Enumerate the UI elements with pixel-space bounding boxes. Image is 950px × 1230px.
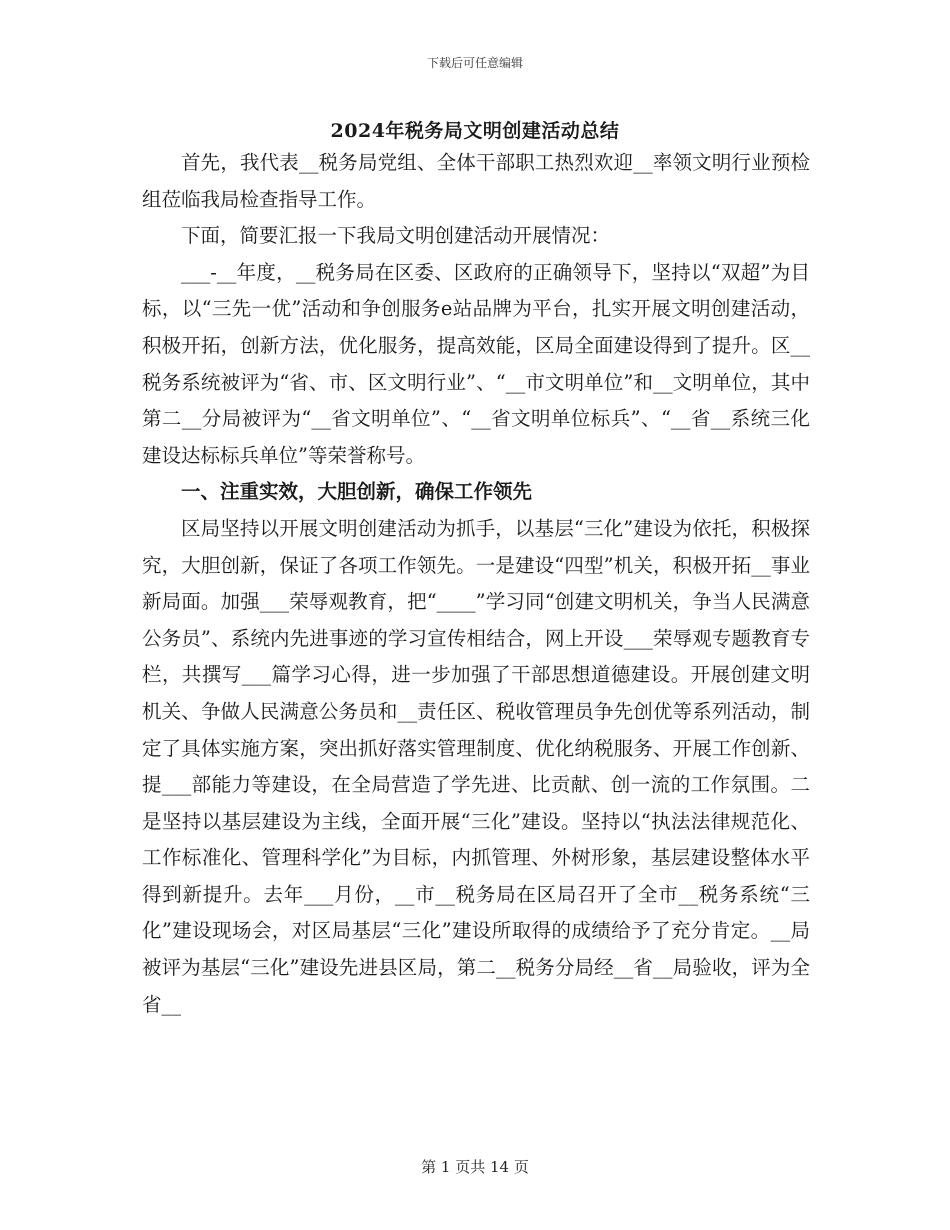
document-body — [142, 145, 810, 1023]
page-footer-number: 第 1 页共 14 页 — [421, 1158, 529, 1176]
paragraph-welcome: 首先，我代表__税务局党组、全体干部职工热烈欢迎__率领文明行业预检组莅临我局检查指导工作。 — [142, 151, 810, 211]
paragraph-section-1: 区局坚持以开展文明创建活动为抓手，以基层“三化”建设为依托，积极探究，大胆创新，保证了各项工作领先。一是建设“四型”机关，积极开拓__事业新局面。加强___荣辱观教育，把“____”学习同“创建文明机关，争当人民满意公务员”、系统内先进事迹的学习宣传相结合，网上开设___荣辱观专题教育专栏，共撰写___篇学习心得，进一步加强了干部思想道德建设。开展创建文明机关、争做人民满意公务员和__责任区、税收管理员争先创优等系列活动，制定了具体实施方案，突出抓好落实管理制度、优化纳税服务、开展工作创新、提___部能力等建设，在全局营造了学先进、比贡献、创一流的工作氛围。二是坚持以基层建设为主线，全面开展“三化”建设。坚持以“执法法律规范化、工作标准化、管理科学化”为目标，内抓管理、外树形象，基层建设整体水平得到新提升。去年___月份，__市__税务局在区局召开了全市__税务系统“三化”建设现场会，对区局基层“三化”建设所取得的成绩给予了充分肯定。__局被评为基层“三化”建设先进县区局，第二__税务分局经__省__局验收，评为全省__ — [142, 516, 810, 1016]
document-title: 2024年税务局文明创建活动总结 — [330, 120, 620, 142]
section-heading-1: 一、注重实效，大胆创新，确保工作领先 — [181, 480, 533, 504]
paragraph-overview: ___-__年度，__税务局在区委、区政府的正确领导下，坚持以“双超”为目标，以“三先一优”活动和争创服务e站品牌为平台，扎实开展文明创建活动，积极开拓，创新方法，优化服务，提高效能，区局全面建设得到了提升。区__税务系统被评为“省、市、区文明行业”、“__市文明单位”和__文明单位，其中第二__分局被评为“__省文明单位”、“__省文明单位标兵”、“__省__系统三化建设达标标兵单位”等荣誉称号。 — [142, 260, 810, 467]
page-header-note: 下载后可任意编辑 — [426, 56, 523, 70]
paragraph-intro: 下面，简要汇报一下我局文明创建活动开展情况： — [181, 224, 611, 248]
